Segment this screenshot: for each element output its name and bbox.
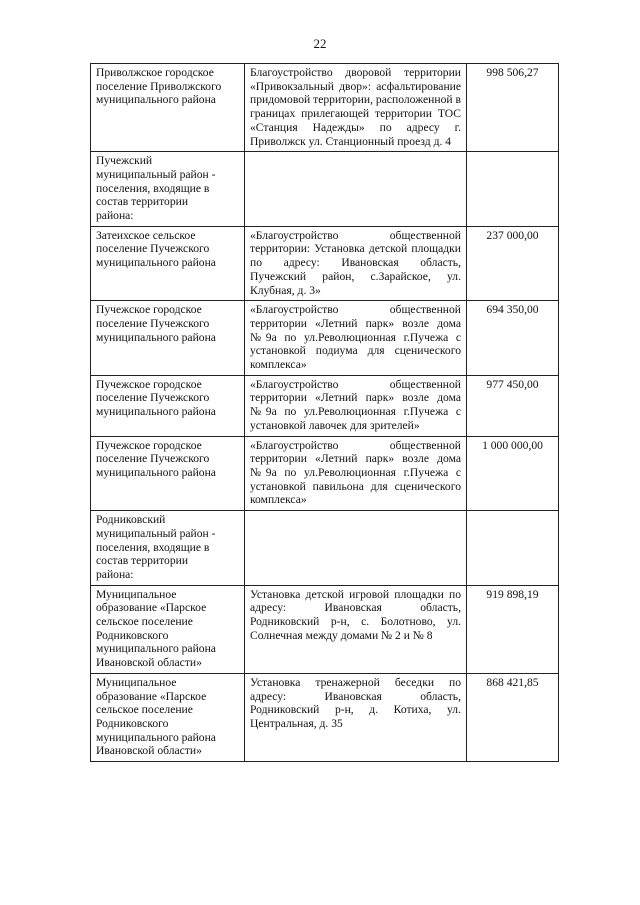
page-number: 22	[313, 36, 327, 51]
amount-cell	[467, 511, 559, 586]
description-cell	[245, 436, 467, 511]
municipality-text: Пучежское городское поселение Пучежского муниципального района	[96, 438, 216, 479]
table-row	[91, 436, 559, 511]
amount-cell	[467, 64, 559, 152]
description-text: «Благоустройство общественной территории: Установка детской площадки по адресу: Ивановская область, Пучежский район, с.Зарайское, ул. Клубная, д. 3»	[250, 228, 461, 297]
table-row	[91, 226, 559, 301]
amount-text: 919 898,19	[486, 587, 539, 601]
description-text: Благоустройство дворовой территории «Привокзальный двор»: асфальтирование придомовой территории, расположенной в границах прилегающей территории ТОС «Станция Надежды» по адресу г. Приволжск ул. Станционный проезд д. 4	[250, 66, 461, 148]
description-text: «Благоустройство общественной территории «Летний парк» возле дома №9а по ул.Революционная г.Пучежа с установкой лавочек для зрителей»	[250, 377, 461, 432]
municipality-cell	[91, 436, 245, 511]
municipality-text: Затеихское сельское поселение Пучежского муниципального района	[96, 228, 216, 270]
table-row	[91, 152, 559, 227]
amount-text: 977 450,00	[486, 377, 539, 391]
amount-text: 694 350,00	[486, 303, 539, 317]
municipality-cell	[91, 585, 245, 673]
amount-text: 998 506,27	[486, 66, 539, 79]
amount-cell	[467, 152, 559, 227]
amount-cell	[467, 436, 559, 511]
municipality-cell	[91, 226, 245, 301]
table-row	[91, 301, 559, 376]
amount-cell	[467, 226, 559, 301]
table-row	[91, 673, 559, 761]
municipality-text: Пучежское городское поселение Пучежского муниципального района	[96, 377, 216, 419]
municipality-cell	[91, 375, 245, 436]
municipality-cell	[91, 64, 245, 152]
table-row	[91, 585, 559, 673]
funding-table	[90, 63, 559, 762]
amount-cell	[467, 585, 559, 673]
description-cell	[245, 375, 467, 436]
municipality-text: Муниципальное образование «Парское сельское поселение Родниковского муниципального района Ивановской области»	[96, 675, 216, 758]
amount-cell	[467, 375, 559, 436]
amount-text: 1 000 000,00	[482, 438, 543, 452]
municipality-text: Родниковский муниципальный район - поселения, входящие в состав территории района:	[96, 513, 216, 581]
description-cell	[245, 152, 467, 227]
amount-text: 868 421,85	[486, 675, 539, 689]
table-row	[91, 64, 559, 152]
table-row	[91, 375, 559, 436]
amount-cell	[467, 673, 559, 761]
municipality-text: Пучежское городское поселение Пучежского муниципального района	[96, 303, 216, 344]
description-text: «Благоустройство общественной территории «Летний парк» возле дома №9а по ул.Революционная г.Пучежа с установкой подиума для сценического комплекса»	[250, 303, 461, 372]
description-cell	[245, 64, 467, 152]
description-text: Установка тренажерной беседки по адресу: Ивановская область, Родниковский р-н, д. Котиха, ул. Центральная, д. 35	[250, 675, 461, 730]
amount-text: 237 000,00	[486, 228, 539, 242]
municipality-cell	[91, 511, 245, 586]
municipality-cell	[91, 301, 245, 376]
table-row	[91, 511, 559, 586]
municipality-cell	[91, 673, 245, 761]
description-cell	[245, 226, 467, 301]
description-cell	[245, 585, 467, 673]
description-text: «Благоустройство общественной территории «Летний парк» возле дома №9а по ул.Революционная г.Пучежа с установкой павильона для сценического комплекса»	[250, 438, 461, 507]
amount-cell	[467, 301, 559, 376]
description-cell	[245, 673, 467, 761]
description-cell	[245, 511, 467, 586]
description-text: Установка детской игровой площадки по адресу: Ивановская область, Родниковский р-н, с. Болотново, ул. Солнечная между домами № 2 и № 8	[250, 587, 461, 642]
municipality-text: Пучежский муниципальный район - поселения, входящие в состав территории района:	[96, 154, 216, 223]
municipality-cell	[91, 152, 245, 227]
description-cell	[245, 301, 467, 376]
municipality-text: Приволжское городское поселение Приволжского муниципального района	[96, 66, 222, 107]
municipality-text: Муниципальное образование «Парское сельское поселение Родниковского муниципального района Ивановской области»	[96, 587, 216, 670]
